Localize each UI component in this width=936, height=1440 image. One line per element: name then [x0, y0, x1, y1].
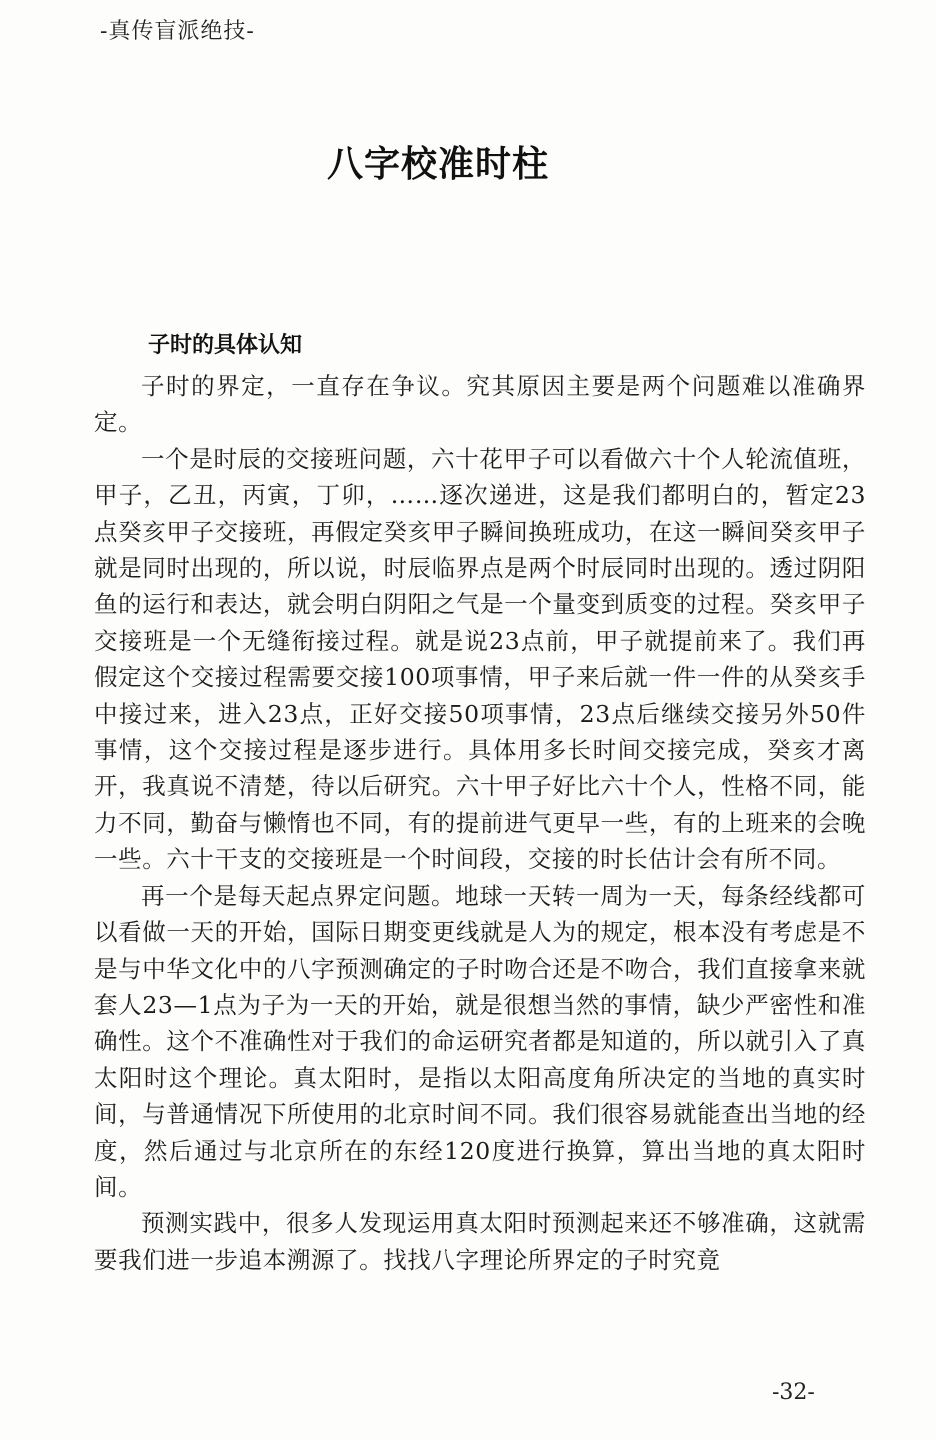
running-header: -真传盲派绝技-: [100, 19, 255, 44]
paragraph: 预测实践中，很多人发现运用真太阳时预测起来还不够准确，这就需要我们进一步追本溯源了。找找八字理论所界定的子时究竟: [94, 1209, 866, 1274]
section-heading: 子时的具体认知: [148, 332, 303, 358]
body-text: [94, 368, 866, 1278]
page-number: -32-: [772, 1380, 815, 1405]
paragraph: 再一个是每天起点界定问题。地球一天转一周为一天，每条经线都可以看做一天的开始，国际日期变更线就是人为的规定，根本没有考虑是不是与中华文化中的八字预测确定的子时吻合还是不吻合，我们直接拿来就套人23—1点为子为一天的开始，就是很想当然的事情，缺少严密性和准确性。这个不准确性对于我们的命运研究者都是知道的，所以就引入了真太阳时这个理论。真太阳时，是指以太阳高度角所决定的当地的真实时间，与普通情况下所使用的北京时间不同。我们很容易就能查出当地的经度，然后通过与北京所在的东经120度进行换算，算出当地的真太阳时间。: [94, 881, 866, 1201]
paragraph: 子时的界定，一直存在争议。究其原因主要是两个问题难以准确界定。: [94, 372, 866, 437]
chapter-title: 八字校准时柱: [326, 143, 549, 185]
paragraph: 一个是时辰的交接班问题，六十花甲子可以看做六十个人轮流值班，甲子，乙丑，丙寅，丁卯，……逐次递进，这是我们都明白的，暂定23点癸亥甲子交接班，再假定癸亥甲子瞬间换班成功，在这一瞬间癸亥甲子就是同时出现的，所以说，时辰临界点是两个时辰同时出现的。透过阴阳鱼的运行和表达，就会明白阴阳之气是一个量变到质变的过程。癸亥甲子交接班是一个无缝衔接过程。就是说23点前，甲子就提前来了。我们再假定这个交接过程需要交接100项事情，甲子来后就一件一件的从癸亥手中接过来，进入23点，正好交接50项事情，23点后继续交接另外50件事情，这个交接过程是逐步进行。具体用多长时间交接完成，癸亥才离开，我真说不清楚，待以后研究。六十甲子好比六十个人，性格不同，能力不同，勤奋与懒惰也不同，有的提前进气更早一些，有的上班来的会晚一些。六十干支的交接班是一个时间段，交接的时长估计会有所不同。: [94, 444, 866, 874]
